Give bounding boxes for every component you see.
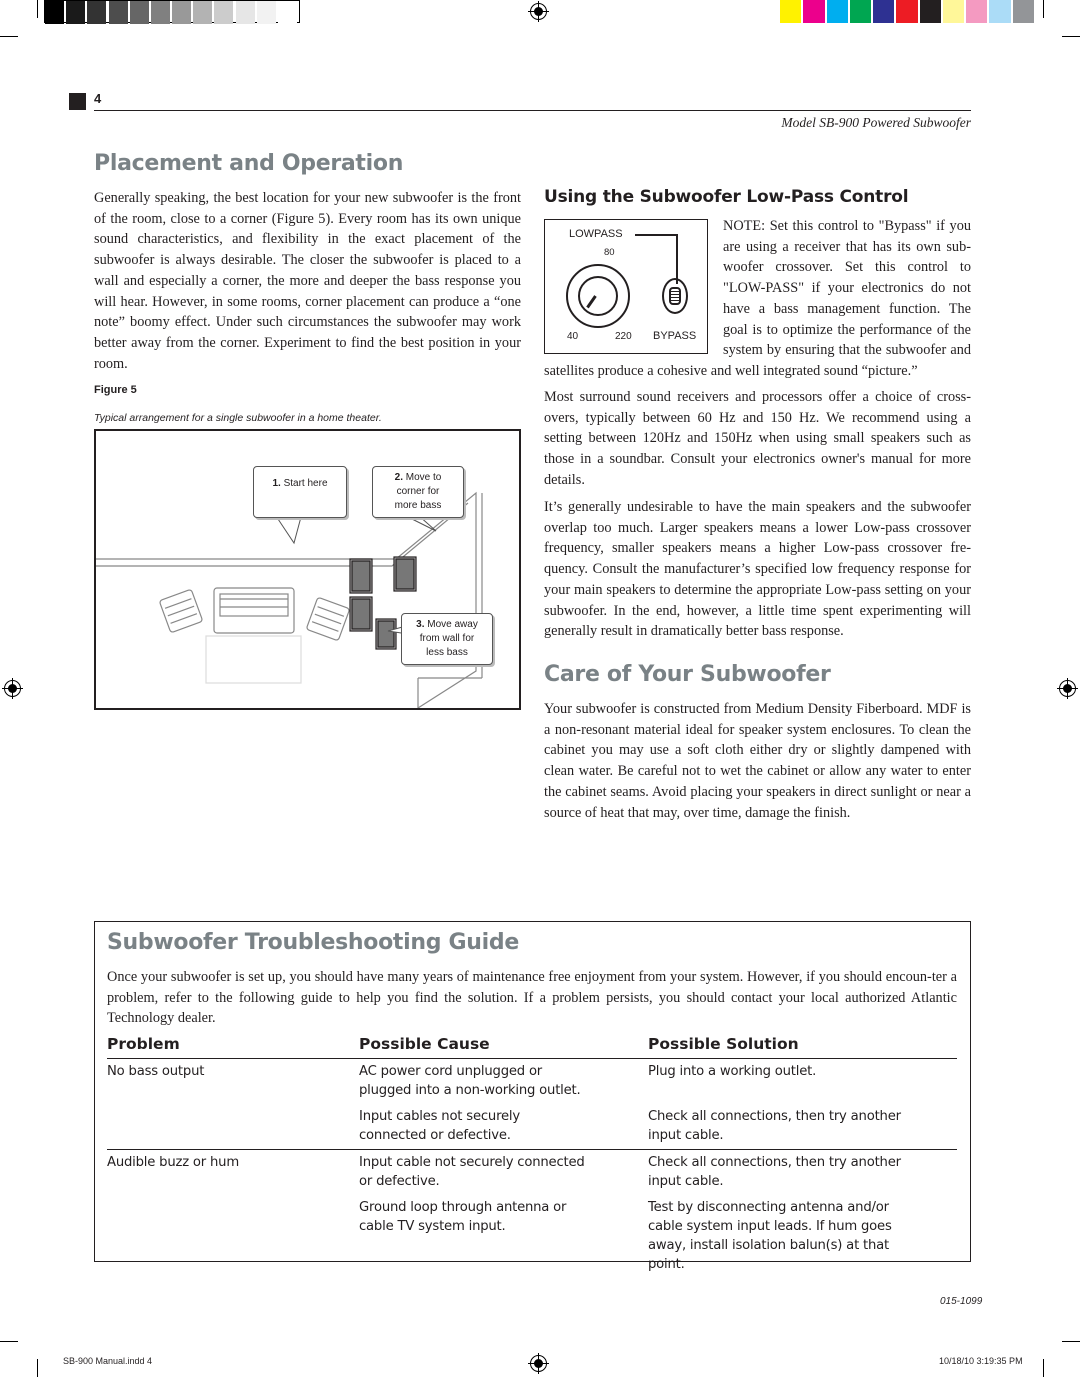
figure-label: Figure 5 [94,384,137,396]
color-swatch [130,1,149,24]
table-cell-solution: Test by disconnecting antenna and/or cable system input leads. If hum goes away, install isolation balun(s) at that point. [648,1200,892,1272]
table-header-rule [107,1058,957,1059]
color-swatch [278,1,297,24]
registration-mark-left [4,680,21,697]
color-swatch [920,0,941,23]
table-cell-solution: Check all connections, then try another input cable. [648,1109,901,1143]
crop-mark [1062,1341,1080,1342]
crop-mark [1062,36,1080,37]
callout-text: Move to corner for more bass [394,472,442,511]
color-swatch [896,0,917,23]
color-swatch [45,1,64,24]
color-swatch [827,0,848,23]
table-row-rule [107,1149,957,1150]
color-swatch [989,0,1010,23]
color-bar [780,0,1036,23]
table-cell-cause: Input cables not securely connected or defective. [359,1109,520,1143]
color-swatch [257,1,276,24]
care-body: Your subwoofer is constructed from Medium Density Fiberboard. MDF is a non-resonant material ideal for speaker system enclosures. To clean the cabinet you may use a soft cloth either dry or slightly dampened with clean water. Be careful not to wet the cabinet or allow any water to enter the cabinet seams. Avoid placing your speakers in direct sunlight or near a source of heat that may, over time, damage the finish. [544,701,971,821]
color-swatch [214,1,233,24]
document-code: 015-1099 [940,1296,983,1307]
table-cell-cause: Input cable not securely connected or defective. [359,1155,585,1189]
crop-mark [0,1341,18,1342]
column-header-solution: Possible Solution [648,1035,799,1053]
registration-mark-bottom [530,1355,547,1372]
lowpass-title: Using the Subwoofer Low-Pass Control [544,187,909,207]
table-cell-cause: Ground loop through antenna or cable TV system input. [359,1200,567,1234]
color-swatch [850,0,871,23]
table-cell-solution: Plug into a working outlet. [648,1064,817,1079]
color-swatch [193,1,212,24]
color-swatch [803,0,824,23]
troubleshooting-box [94,921,971,1272]
troubleshooting-title: Subwoofer Troubleshooting Guide [107,930,519,955]
callout-number: 1. [272,478,281,489]
color-swatch [943,0,964,23]
float-spacer [544,216,723,358]
figure-5-room-diagram [94,429,521,710]
crop-mark [37,0,38,18]
header-rule [94,110,971,111]
lowpass-note [544,216,971,382]
color-swatch [66,1,85,24]
crop-mark [1043,1359,1044,1377]
callout-text: Start here [283,478,328,489]
footer-timestamp: 10/18/10 3:19:35 PM [939,1356,1023,1366]
knob-scale-left: 40 [567,331,579,342]
table-cell-cause: AC power cord unplugged or plugged into a non-working outlet. [359,1064,581,1098]
lowpass-paragraph-2: It’s generally undesirable to have the main speakers and the subwoofer overlap too much. Larger speakers means a lower Low-pass crossover frequency, smaller speakers means a higher Low-pass crossover fre-quency. Consult the manufacturer’s specified low frequency response for your main speakers to determine the appropriate Low-pass setting on your subwoofer. In the end, however, a little time spent experimenting will generally result in dramatically better bass response. [544,499,971,640]
color-swatch [172,1,191,24]
crop-mark [0,36,18,37]
color-swatch [236,1,255,24]
registration-mark-right [1059,680,1076,697]
color-swatch [109,1,128,24]
care-title: Care of Your Subwoofer [544,662,831,687]
callout-number: 2. [394,472,403,483]
crop-mark [37,1359,38,1377]
color-swatch [1013,0,1034,23]
grayscale-bar [44,0,300,23]
lowpass-label: LOWPASS [569,228,623,240]
troubleshooting-intro: Once your subwoofer is set up, you should have many years of maintenance free enjoyment from your system. However, if you should encoun-ter a problem, refer to the following guide to help you find the solution. If a problem persists, you should contact your local authorized Atlantic Technology dealer. [107,969,957,1027]
callout-move-away [401,613,493,665]
knob-scale-right: 220 [615,331,632,342]
placement-body: Generally speaking, the best location for your new subwoofer is the front of the room, close to a corner (Figure 5). Every room has its own unique sound characteristics, and flexibility in the exact placement of the subwoofer is always desirable. The closer the subwoofer is placed to a wall and especially a corner, the more and deeper the bass response you will hear. However, in some rooms, corner placement can produce a “one note” boomy effect. Under such circumstances the subwoofer may work better away from the corner. Experiment to find the best position in your room. [94,190,521,372]
page-marker [69,93,86,110]
color-swatch [151,1,170,24]
callout-text: Move away from wall for less bass [419,619,478,658]
registration-mark-top [530,3,547,20]
table-cell-solution: Check all connections, then try another input cable. [648,1155,901,1189]
callout-move-to-corner [372,466,464,518]
bypass-label: BYPASS [653,330,697,342]
color-swatch [87,1,106,24]
footer-file-name: SB-900 Manual.indd 4 [63,1356,153,1366]
placement-title: Placement and Operation [94,151,404,176]
color-swatch [780,0,801,23]
lowpass-paragraph-1: Most surround sound receivers and processors offer a choice of cross-overs, typically between 60 Hz and 150 Hz. We recommend using a setting between 120Hz and 150Hz when using small speakers such as those in a soundbar. Consult your electronics owner's manual for more details. [544,389,971,488]
callout-start-here [253,466,347,518]
table-cell-problem: Audible buzz or hum [107,1155,239,1170]
column-header-problem: Problem [107,1035,180,1053]
callout-number: 3. [416,619,425,630]
running-header: Model SB-900 Powered Subwoofer [781,115,971,130]
color-swatch [873,0,894,23]
lowpass-note-text: NOTE: Set this control to "Bypass" if you are using a receiver that has its own sub-woofer crossover. Set this control to "LOW-PASS" if your electronics do not have a bass management function. The goal is to optimize the performance of the system by ensuring that the subwoofer and satellites produce a cohesive and well integrated sound “picture.” [544,218,971,379]
column-header-cause: Possible Cause [359,1035,490,1053]
page-number: 4 [94,91,102,106]
crop-mark [1043,0,1044,18]
knob-scale-top: 80 [604,247,615,258]
table-cell-problem: No bass output [107,1064,205,1079]
figure-caption: Typical arrangement for a single subwoofer in a home theater. [94,412,382,424]
color-swatch [966,0,987,23]
